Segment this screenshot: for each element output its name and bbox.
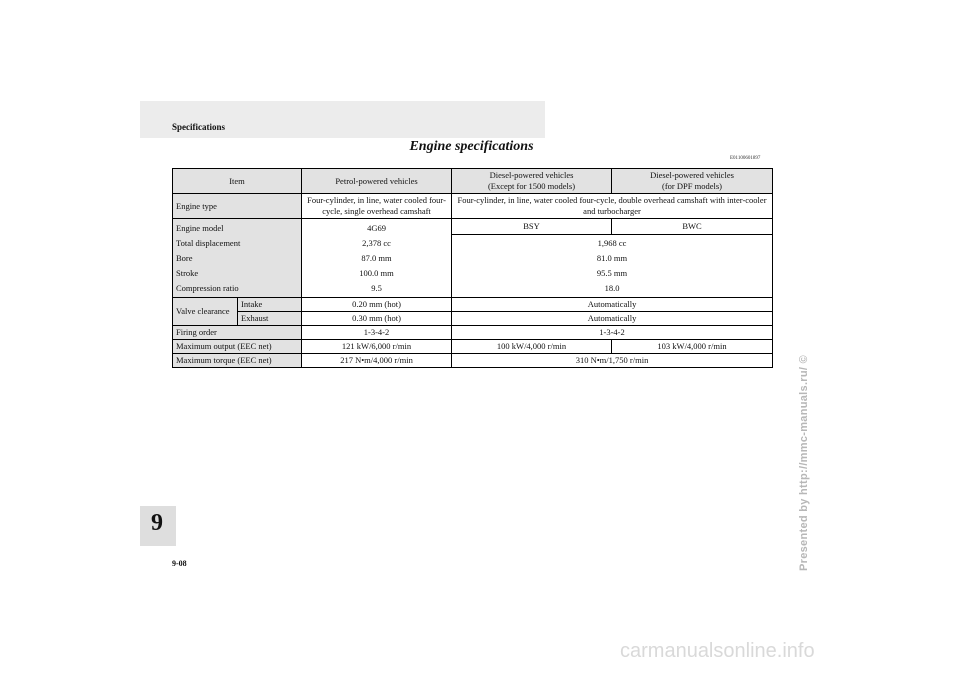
engine-type-diesel: Four-cylinder, in line, water cooled four-cycle, double overhead camshaft with inter-cooler and turbocharger <box>452 194 773 219</box>
firing-order-label: Firing order <box>173 326 302 340</box>
header-petrol: Petrol-powered vehicles <box>302 169 452 194</box>
header-diesel-except-1500: Diesel-powered vehicles (Except for 1500 models) <box>452 169 612 194</box>
engine-model-bwc: BWC <box>612 219 773 235</box>
max-output-bwc: 103 kW/4,000 r/min <box>612 340 773 354</box>
firing-order-petrol: 1-3-4-2 <box>302 326 452 340</box>
total-displacement-label: Total displacement <box>176 237 241 248</box>
page-title: Engine specifications <box>409 139 534 154</box>
table-row-valve-exhaust <box>173 312 773 326</box>
table-row-firing-order <box>173 326 773 340</box>
stroke-petrol: 100.0 mm <box>359 267 394 278</box>
table-header-row <box>173 169 773 194</box>
chapter-number: 9 <box>151 510 163 536</box>
engine-model-label: Engine model <box>176 222 224 233</box>
section-label: Specifications <box>172 122 225 132</box>
header-diesel-dpf: Diesel-powered vehicles (for DPF models) <box>612 169 773 194</box>
engine-type-label: Engine type <box>173 194 302 219</box>
firing-order-diesel: 1-3-4-2 <box>452 326 773 340</box>
compression-ratio-label: Compression ratio <box>176 282 239 293</box>
max-output-petrol: 121 kW/6,000 r/min <box>302 340 452 354</box>
spec-labels-cell <box>173 219 302 298</box>
intake-label: Intake <box>238 298 302 312</box>
max-output-bsy: 100 kW/4,000 r/min <box>452 340 612 354</box>
exhaust-label: Exhaust <box>238 312 302 326</box>
document-code: E01100601897 <box>730 156 761 161</box>
engine-type-petrol: Four-cylinder, in line, water cooled four-cycle, single overhead camshaft <box>302 194 452 219</box>
bottom-watermark: carmanualsonline.info <box>620 640 815 662</box>
side-watermark: Presented by http://mmc-manuals.ru/ © <box>798 354 810 571</box>
table-row-engine-model <box>173 219 773 235</box>
intake-petrol: 0.20 mm (hot) <box>302 298 452 312</box>
total-displacement-diesel: 1,968 cc <box>597 238 627 248</box>
engine-model-bsy: BSY <box>452 219 612 235</box>
compression-ratio-diesel: 18.0 <box>604 283 620 293</box>
max-torque-label: Maximum torque (EEC net) <box>173 354 302 368</box>
max-output-label: Maximum output (EEC net) <box>173 340 302 354</box>
table-row-max-output <box>173 340 773 354</box>
intake-diesel: Automatically <box>452 298 773 312</box>
stroke-diesel: 95.5 mm <box>596 268 628 278</box>
header-item: Item <box>173 169 302 194</box>
spec-diesel-cell <box>452 235 773 298</box>
exhaust-diesel: Automatically <box>452 312 773 326</box>
bore-petrol: 87.0 mm <box>361 252 392 263</box>
table-row-valve-intake <box>173 298 773 312</box>
page-number: 9-08 <box>172 559 187 568</box>
bore-label: Bore <box>176 252 193 263</box>
exhaust-petrol: 0.30 mm (hot) <box>302 312 452 326</box>
engine-spec-table <box>172 168 773 368</box>
stroke-label: Stroke <box>176 267 199 278</box>
header-band <box>140 101 545 138</box>
max-torque-petrol: 217 N•m/4,000 r/min <box>302 354 452 368</box>
table-row-engine-type <box>173 194 773 219</box>
max-torque-diesel: 310 N•m/1,750 r/min <box>452 354 773 368</box>
compression-ratio-petrol: 9.5 <box>371 282 382 293</box>
total-displacement-petrol: 2,378 cc <box>362 237 391 248</box>
table-row-max-torque <box>173 354 773 368</box>
valve-clearance-label: Valve clearance <box>173 298 238 326</box>
spec-petrol-cell <box>302 219 452 298</box>
engine-model-petrol: 4G69 <box>367 222 386 233</box>
bore-diesel: 81.0 mm <box>596 253 628 263</box>
